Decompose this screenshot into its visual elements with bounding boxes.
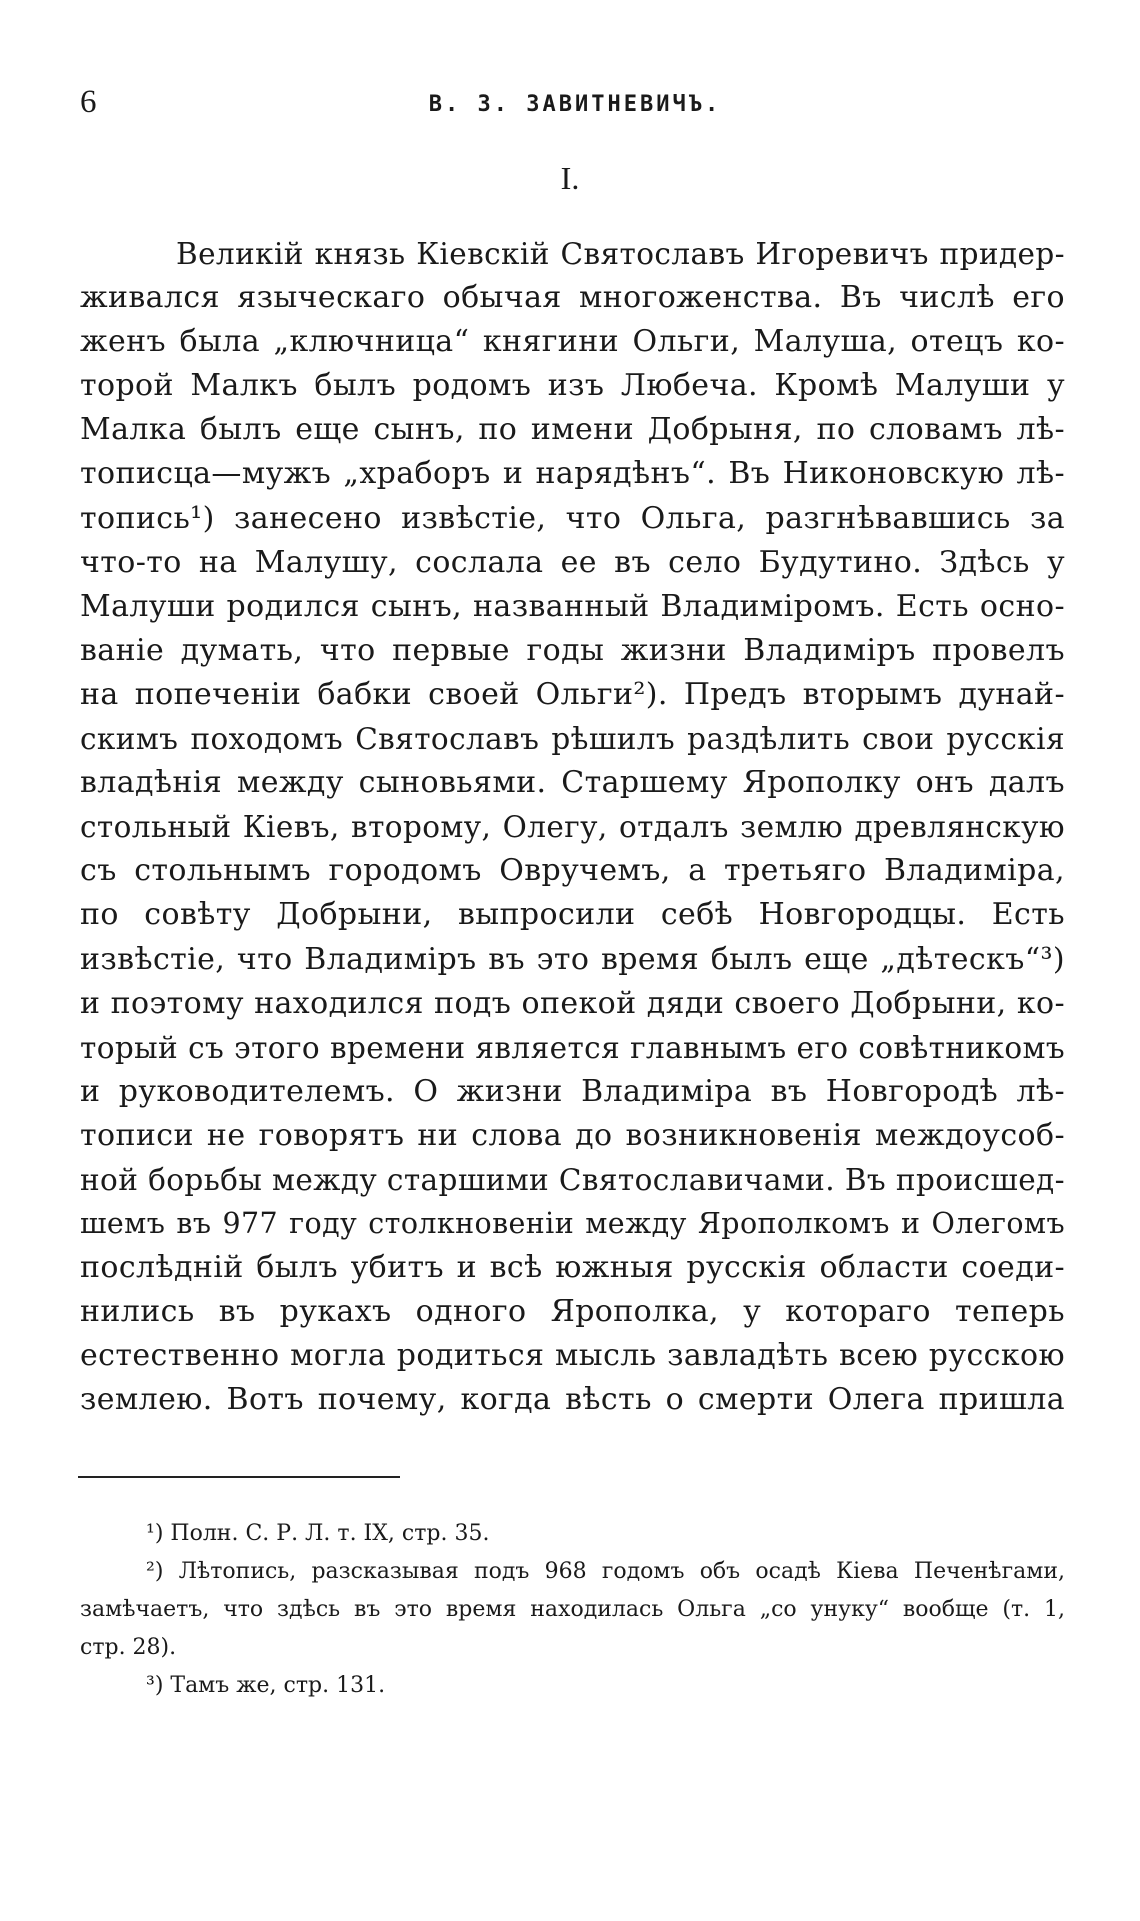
footnote-1: ¹) Полн. С. Р. Л. т. IX, стр. 35.	[146, 1521, 490, 1546]
footnotes	[80, 1515, 1065, 1705]
body-line: Малка былъ еще сынъ, по имени Добрыня, по словамъ лѣ-	[80, 412, 1065, 448]
body-line: землею. Вотъ почему, когда вѣсть о смерти Олега пришла	[80, 1382, 1065, 1418]
body-line: по совѣту Добрыни, выпросили себѣ Новгородцы. Есть	[80, 897, 1065, 933]
footnote-2: ²) Лѣтопись, разсказывая подъ 968 годомъ объ осадѣ Кіева Печенѣгами,	[146, 1559, 1065, 1584]
body-line: и руководителемъ. О жизни Владиміра въ Новгородѣ лѣ-	[80, 1073, 1065, 1109]
footnote-2-continued: замѣчаетъ, что здѣсь въ это время находилась Ольга „со унуку“ вообще (т. 1,	[80, 1597, 1065, 1622]
page-number: 6	[80, 84, 97, 120]
body-text	[80, 232, 1065, 1423]
body-line: шемъ въ 977 году столкновеніи между Ярополкомъ и Олегомъ	[80, 1207, 1065, 1241]
footnote-2-end: стр. 28).	[80, 1635, 177, 1660]
running-head	[80, 84, 1070, 124]
body-line: естественно могла родиться мысль завладѣть всею русскою	[80, 1338, 1065, 1374]
footnote-divider	[78, 1476, 400, 1478]
body-line: ваніе думать, что первые годы жизни Владиміръ провелъ	[80, 632, 1065, 668]
body-line: живался языческаго обычая многоженства. Въ числѣ его	[80, 280, 1065, 316]
body-line: что-то на Малушу, сослала ее въ село Будутино. Здѣсь у	[80, 544, 1065, 580]
body-line: тописца—мужъ „храборъ и нарядѣнъ“. Въ Никоновскую лѣ-	[80, 456, 1065, 492]
body-line: нились въ рукахъ одного Ярополка, у котораго теперь	[80, 1294, 1065, 1330]
body-line: скимъ походомъ Святославъ рѣшилъ раздѣлить свои русскія	[80, 722, 1065, 757]
body-line: Малуши родился сынъ, названный Владиміромъ. Есть осно-	[80, 588, 1065, 624]
body-line: женъ была „ключница“ княгини Ольги, Малуша, отецъ ко-	[80, 324, 1065, 360]
body-line: торой Малкъ былъ родомъ изъ Любеча. Кромѣ Малуши у	[80, 368, 1065, 404]
body-line: стольный Кіевъ, второму, Олегу, отдалъ землю древлянскую	[80, 810, 1065, 845]
body-line: топись¹) занесено извѣстіе, что Ольга, разгнѣвавшись за	[80, 500, 1065, 536]
body-line: послѣдній былъ убитъ и всѣ южныя русскія области соеди-	[80, 1250, 1065, 1286]
body-line: торый съ этого времени является главнымъ его совѣтникомъ	[80, 1030, 1065, 1065]
body-line: извѣстіе, что Владиміръ въ это время былъ еще „дѣтескъ“³)	[80, 941, 1065, 977]
section-number: I.	[560, 160, 580, 196]
body-line: на попеченіи бабки своей Ольги²). Предъ вторымъ дунай-	[80, 676, 1065, 712]
body-line: ной борьбы между старшими Святославичами. Въ происшед-	[80, 1162, 1065, 1197]
body-line: владѣнія между сыновьями. Старшему Ярополку онъ далъ	[80, 765, 1065, 801]
body-line: и поэтому находился подъ опекой дяди своего Добрыни, ко-	[80, 985, 1065, 1021]
body-line: съ стольнымъ городомъ Овручемъ, а третьяго Владиміра,	[80, 853, 1065, 889]
body-line: тописи не говорятъ ни слова до возникновенія междоусоб-	[80, 1117, 1065, 1153]
running-head-author: В. З. ЗАВИТНЕВИЧЪ.	[428, 92, 722, 117]
body-line: Великій князь Кіевскій Святославъ Игоревичъ придер-	[176, 237, 1065, 271]
footnote-3: ³) Тамъ же, стр. 131.	[146, 1673, 386, 1698]
